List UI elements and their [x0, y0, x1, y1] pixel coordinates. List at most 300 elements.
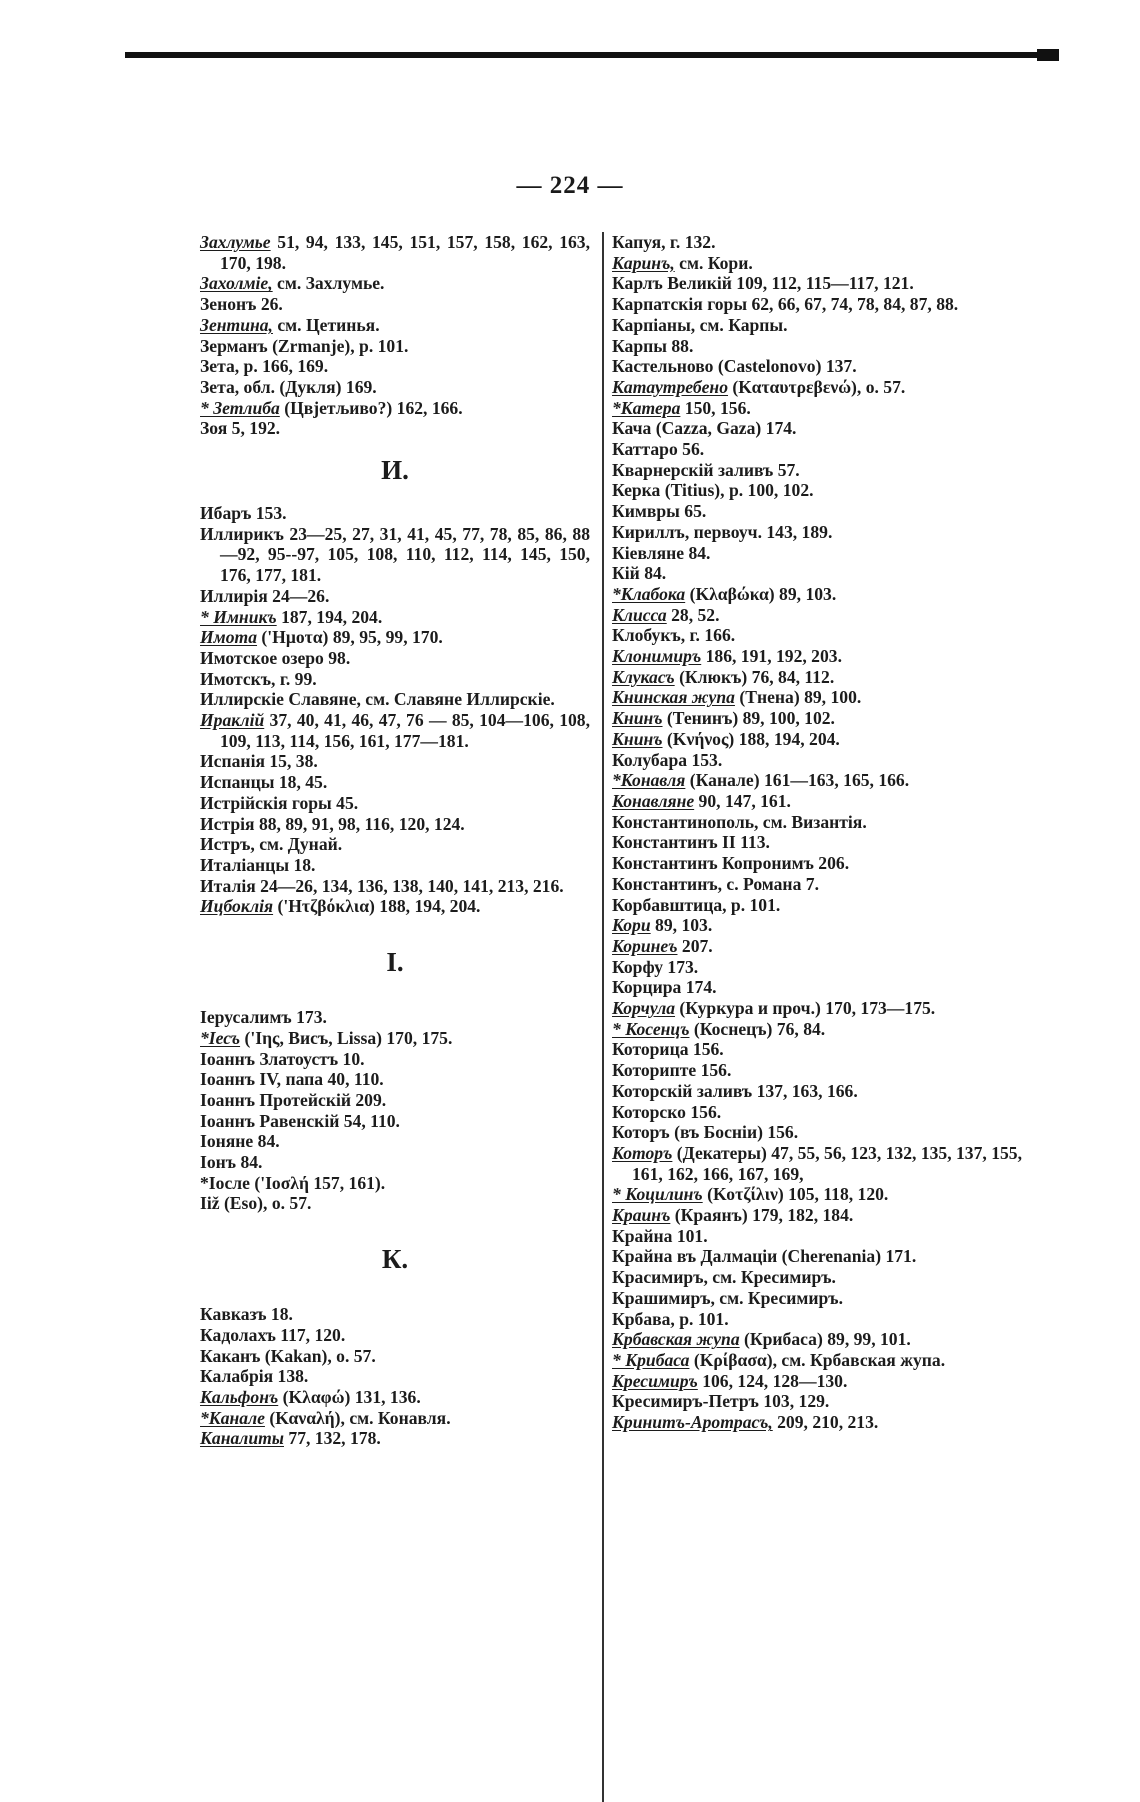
index-entry — [612, 998, 1022, 1019]
index-entry — [200, 524, 590, 586]
index-entry — [200, 669, 590, 690]
index-entry — [612, 812, 1022, 833]
index-references: 28, 52. — [666, 604, 720, 625]
index-entry — [612, 480, 1022, 501]
index-term: Іоняне — [200, 1131, 254, 1152]
index-term: *Катера — [612, 397, 681, 418]
index-entry — [612, 377, 1022, 398]
index-references: см. Дунай. — [254, 834, 343, 855]
index-term: *Іосле — [200, 1172, 250, 1193]
index-entry — [612, 501, 1022, 522]
index-term: *Конавля — [612, 770, 686, 791]
index-references: озеро 98. — [277, 647, 351, 668]
index-term: Ираклій — [200, 710, 265, 731]
index-term: Захолміе, — [200, 273, 273, 294]
index-term: Іонъ — [200, 1152, 237, 1173]
index-references: 88. — [666, 335, 694, 356]
index-term: Карпіаны, — [612, 314, 696, 335]
index-references: ('Ημοτα) 89, 95, 99, 170. — [257, 627, 443, 648]
index-references: (Castelonovo) 137. — [713, 356, 857, 377]
index-entry — [612, 1391, 1022, 1412]
index-references: см. Цетинья. — [272, 314, 380, 335]
index-entry — [200, 1304, 590, 1325]
index-entry — [200, 793, 590, 814]
index-term: Корцира — [612, 977, 682, 998]
index-term: Корчула — [612, 998, 676, 1019]
index-term: Иллирскіе — [200, 689, 284, 710]
index-entry — [200, 1428, 590, 1449]
index-term: Кій — [612, 563, 640, 584]
index-term: Корбавштица, — [612, 894, 727, 915]
index-entry — [612, 1184, 1022, 1205]
index-entry — [200, 648, 590, 669]
index-references: (Καναλή), см. Конавля. — [264, 1407, 451, 1428]
index-entry — [612, 1143, 1022, 1184]
index-column-left — [200, 232, 590, 1449]
index-entry — [612, 584, 1022, 605]
index-entry — [612, 936, 1022, 957]
index-term: Константинополь, — [612, 811, 759, 832]
index-entry — [612, 1309, 1022, 1330]
index-references: (Клюкъ) 76, 84, 112. — [674, 666, 835, 687]
index-term: Крбава, — [612, 1308, 675, 1329]
index-references: (Zrmanje), р. 101. — [267, 335, 409, 356]
index-term: Кадолахъ — [200, 1324, 276, 1345]
index-term: Кача — [612, 418, 652, 439]
index-term: Книнъ — [612, 708, 663, 729]
index-entry — [200, 772, 590, 793]
index-term: Ицбоклія — [200, 896, 274, 917]
index-entry — [200, 607, 590, 628]
index-term: * Коцилинъ — [612, 1184, 703, 1205]
index-term: * Имникъ — [200, 606, 277, 627]
index-references: 84. — [236, 1152, 263, 1173]
index-references: 24—26, 134, 136, 138, 140, 141, 213, 216. — [255, 875, 564, 896]
index-entry — [200, 503, 590, 524]
index-references: (Κνήνος) 188, 194, 204. — [662, 728, 840, 749]
index-references: 84. — [639, 563, 667, 584]
index-references: см. Кори. — [674, 252, 753, 273]
index-references: (Крибаса) 89, 99, 101. — [739, 1329, 911, 1350]
index-term: Іоаннъ — [200, 1048, 255, 1069]
index-entry — [612, 1288, 1022, 1309]
index-references: горы 62, 66, 67, 74, 78, 84, 87, 88. — [702, 294, 959, 315]
index-term: Испанцы — [200, 772, 275, 793]
index-term: Конавляне — [612, 790, 695, 811]
index-entry — [200, 710, 590, 751]
index-references: 187, 194, 204. — [276, 606, 383, 627]
index-term: *Іесъ — [200, 1027, 241, 1048]
index-entry — [612, 563, 1022, 584]
index-term: Которица — [612, 1039, 689, 1060]
index-entry — [612, 273, 1022, 294]
index-term: Константинъ, — [612, 873, 722, 894]
index-entry — [200, 336, 590, 357]
index-term: Истрійскія — [200, 792, 288, 813]
index-term: Іоаннъ — [200, 1069, 255, 1090]
index-references: 15, 38. — [264, 751, 318, 772]
index-references: горы 45. — [287, 792, 359, 813]
index-entry — [200, 1346, 590, 1367]
index-references: ('Ιης, Висъ, Lissa) 170, 175. — [240, 1027, 453, 1048]
index-term: Константинъ — [612, 853, 718, 874]
index-references: Протейскій 209. — [254, 1089, 387, 1110]
index-term: *Клабока — [612, 583, 686, 604]
index-entry — [612, 1329, 1022, 1350]
index-term: Италія — [200, 875, 256, 896]
index-term: Которъ — [612, 1142, 673, 1163]
index-entry — [612, 522, 1022, 543]
index-term: Катаутребено — [612, 376, 729, 397]
index-entry — [612, 1122, 1022, 1143]
index-term: Кириллъ, — [612, 521, 690, 542]
index-references: 18. — [266, 1304, 293, 1325]
index-entry — [612, 895, 1022, 916]
index-term: Клонимиръ — [612, 646, 702, 667]
index-entry — [200, 751, 590, 772]
index-entry — [200, 876, 590, 897]
index-term: Крайна — [612, 1225, 673, 1246]
index-term: Книнская жупа — [612, 687, 735, 708]
index-entry — [200, 1049, 590, 1070]
index-references: см. Византія. — [758, 811, 867, 832]
index-term: Константинъ — [612, 832, 718, 853]
index-references: (Cazza, Gaza) 174. — [651, 418, 797, 439]
index-references: с. Романа 7. — [722, 873, 819, 894]
index-entry — [612, 874, 1022, 895]
index-term: * Крибаса — [612, 1349, 690, 1370]
index-term: Зета, — [200, 376, 240, 397]
index-references: р. 101. — [674, 1308, 729, 1329]
index-references: 89, 103. — [650, 915, 713, 936]
index-entry — [612, 356, 1022, 377]
index-entry — [200, 855, 590, 876]
index-references: 156. — [696, 1060, 732, 1081]
index-references: 101. — [672, 1225, 708, 1246]
index-references: 37, 40, 41, 46, 47, 76 — 85, 104—106, 108, 109, 113, 114, 156, 161, 177—181. — [220, 710, 590, 751]
index-references: 186, 191, 192, 203. — [701, 646, 842, 667]
index-entry — [200, 1366, 590, 1387]
index-references: р. 166, 169. — [239, 356, 329, 377]
index-references: 173. — [291, 1007, 327, 1028]
index-entry — [612, 853, 1022, 874]
index-term: * Зетлиба — [200, 397, 280, 418]
index-entry — [612, 1039, 1022, 1060]
index-term: Зентина, — [200, 314, 273, 335]
index-entry — [200, 1028, 590, 1049]
index-references: 207. — [677, 935, 713, 956]
index-entry — [612, 315, 1022, 336]
index-term: Иллирикъ — [200, 523, 284, 544]
index-references: Равенскій 54, 110. — [254, 1110, 400, 1131]
index-entry — [612, 915, 1022, 936]
index-entry — [612, 398, 1022, 419]
index-entry — [200, 1090, 590, 1111]
column-divider — [602, 232, 604, 1802]
index-entry — [612, 605, 1022, 626]
index-entry — [200, 1069, 590, 1090]
index-entry — [200, 814, 590, 835]
index-references: (Κοτζίλιν) 105, 118, 120. — [702, 1184, 889, 1205]
index-term: Каканъ — [200, 1345, 261, 1366]
index-entry — [200, 273, 590, 294]
index-entry — [200, 1173, 590, 1194]
index-references: см. Захлумье. — [272, 273, 385, 294]
index-entry — [612, 418, 1022, 439]
index-entry — [200, 1152, 590, 1173]
index-entry — [612, 625, 1022, 646]
index-term: Клисса — [612, 604, 667, 625]
index-term: Краинъ — [612, 1205, 671, 1226]
section-letter: К. — [381, 1244, 409, 1275]
index-references: 77, 132, 178. — [284, 1428, 381, 1449]
index-references: (Κρίβασα), см. Крбавская жупа. — [689, 1349, 946, 1370]
index-entry — [200, 1408, 590, 1429]
index-references: ('Ιοσλή 157, 161). — [249, 1172, 386, 1193]
index-term: Которипте — [612, 1060, 697, 1081]
index-term: Имота — [200, 627, 258, 648]
index-term: Кресимиръ — [612, 1370, 698, 1391]
index-term: Имотское — [200, 647, 278, 668]
index-entry — [200, 896, 590, 917]
index-references: заливъ 137, 163, 166. — [692, 1080, 858, 1101]
index-term: Iiž — [200, 1193, 220, 1214]
index-entry — [612, 646, 1022, 667]
index-entry — [612, 832, 1022, 853]
index-references: 103, 129. — [758, 1391, 830, 1412]
index-entry — [612, 957, 1022, 978]
index-references: 117, 120. — [275, 1324, 346, 1345]
index-references: (Titius), р. 100, 102. — [660, 480, 814, 501]
index-references: (Κλαφώ) 131, 136. — [278, 1386, 421, 1407]
index-references: 84. — [684, 542, 711, 563]
index-term: Каналиты — [200, 1428, 284, 1449]
index-term: Клукасъ — [612, 666, 675, 687]
index-term: Іоаннъ — [200, 1089, 255, 1110]
index-entry — [200, 1131, 590, 1152]
index-entry — [612, 708, 1022, 729]
index-references: 173. — [663, 956, 699, 977]
index-entry — [612, 1205, 1022, 1226]
index-term: Керка — [612, 480, 661, 501]
section-letter: І. — [386, 947, 404, 978]
index-references: 51, 94, 133, 145, 151, 157, 158, 162, 163, 170, 198. — [220, 232, 590, 273]
index-entry — [612, 667, 1022, 688]
index-references: (Краянъ) 179, 182, 184. — [670, 1205, 854, 1226]
index-entry — [200, 232, 590, 273]
index-entry — [612, 1246, 1022, 1267]
index-references: 18, 45. — [274, 772, 328, 793]
index-term: Книнъ — [612, 728, 663, 749]
index-entry — [612, 977, 1022, 998]
index-entry — [200, 1325, 590, 1346]
index-term: * Косенцъ — [612, 1018, 690, 1039]
section-letter: И. — [381, 455, 409, 486]
index-term: Капуя, — [612, 232, 666, 252]
index-references: Златоустъ 10. — [254, 1048, 365, 1069]
index-entry — [200, 294, 590, 315]
index-references: г. 132. — [665, 232, 716, 252]
index-references: 153. — [687, 749, 723, 770]
index-references: Славяне, см. Славяне Иллирскіе. — [284, 689, 555, 710]
index-entry — [612, 1226, 1022, 1247]
index-term: Кори — [612, 915, 651, 936]
index-term: Кіевляне — [612, 542, 685, 563]
index-entry — [200, 627, 590, 648]
index-references: IV, папа 40, 110. — [254, 1069, 384, 1090]
index-entry — [200, 689, 590, 710]
index-entry — [612, 232, 1022, 253]
index-entry — [612, 791, 1022, 812]
index-references: 106, 124, 128—130. — [697, 1370, 848, 1391]
index-term: *Канале — [200, 1407, 265, 1428]
index-entry — [612, 1019, 1022, 1040]
index-references: 88, 89, 91, 98, 116, 120, 124. — [254, 813, 465, 834]
index-entry — [612, 770, 1022, 791]
index-term: Имотскъ, — [200, 668, 276, 689]
index-references: ('Ητζβόκλια) 188, 194, 204. — [273, 896, 481, 917]
index-references: (въ Босніи) 156. — [669, 1122, 799, 1143]
index-term: Истрія — [200, 813, 255, 834]
index-references: г. 166. — [685, 625, 736, 646]
index-term: Зоя — [200, 418, 228, 439]
index-entry — [612, 460, 1022, 481]
index-references: 26. — [256, 294, 283, 315]
index-references: 156. — [685, 1101, 722, 1122]
index-entry — [612, 253, 1022, 274]
index-term: Кастельново — [612, 356, 714, 377]
index-entry — [612, 750, 1022, 771]
index-entry — [200, 398, 590, 419]
index-entry — [612, 1102, 1022, 1123]
index-term: Которъ — [612, 1122, 670, 1143]
index-references: 90, 147, 161. — [694, 790, 791, 811]
index-term: Красимиръ, — [612, 1267, 708, 1288]
index-references: (Коснецъ) 76, 84. — [689, 1018, 826, 1039]
index-term: Каринъ, — [612, 252, 675, 273]
index-entry — [200, 586, 590, 607]
index-entry — [612, 1267, 1022, 1288]
index-term: Калабрія — [200, 1366, 274, 1387]
index-references: 56. — [677, 439, 705, 460]
index-term: Италіанцы — [200, 854, 290, 875]
index-entry — [612, 687, 1022, 708]
index-term: Клобукъ, — [612, 625, 686, 646]
index-term: Каттаро — [612, 439, 678, 460]
index-entry — [200, 315, 590, 336]
index-entry — [612, 1081, 1022, 1102]
index-references: (Куркура и проч.) 170, 173—175. — [675, 998, 936, 1019]
index-entry — [200, 1193, 590, 1214]
index-references: (Цвјетљиво?) 162, 166. — [279, 397, 463, 418]
index-term: Крайна — [612, 1246, 673, 1267]
index-references: (Κλαβώκα) 89, 103. — [685, 583, 837, 604]
index-references: 18. — [289, 854, 316, 875]
index-term: Кимвры — [612, 501, 680, 522]
index-references: (Καταυτρεβενώ), о. 57. — [728, 376, 906, 397]
index-entry — [612, 729, 1022, 750]
index-references: 156. — [688, 1039, 724, 1060]
index-term: Истръ, — [200, 834, 255, 855]
index-references: 65. — [679, 501, 707, 522]
index-entry — [200, 1007, 590, 1028]
index-references: (Eso), о. 57. — [219, 1193, 312, 1214]
index-term: Иллирія — [200, 585, 268, 606]
index-entry — [200, 356, 590, 377]
index-term: Кринитъ-Аротрасъ, — [612, 1412, 773, 1433]
index-term: Которско — [612, 1101, 686, 1122]
index-entry — [612, 439, 1022, 460]
index-entry — [612, 1371, 1022, 1392]
index-term: Зенонъ — [200, 294, 257, 315]
index-references: Великій 109, 112, 115—117, 121. — [662, 273, 914, 294]
index-term: Крбавская жупа — [612, 1329, 740, 1350]
index-term: Іоаннъ — [200, 1110, 255, 1131]
index-term: Кавказъ — [200, 1304, 267, 1325]
index-term: Зета, — [200, 356, 240, 377]
top-rule — [125, 52, 1055, 58]
index-term: Кварнерскій — [612, 459, 714, 480]
index-term: Зерманъ — [200, 335, 268, 356]
index-references: 174. — [681, 977, 717, 998]
index-entry — [200, 377, 590, 398]
index-references: 23—25, 27, 31, 41, 45, 77, 78, 85, 86, 88—92, 95--97, 105, 108, 110, 112, 114, 145, 150, 176, 177, 181. — [220, 523, 590, 586]
page-number: — 224 — — [516, 172, 624, 199]
index-references: Копронимъ 206. — [717, 853, 850, 874]
index-entry — [612, 1060, 1022, 1081]
index-references: въ Далмаціи (Cherenania) 171. — [672, 1246, 917, 1267]
index-term: Іерусалимъ — [200, 1007, 292, 1028]
index-references: II 113. — [717, 832, 770, 853]
index-term: Ибаръ — [200, 503, 252, 524]
index-term: Карпатскія — [612, 294, 703, 315]
index-references: 150, 156. — [680, 397, 751, 418]
index-term: Коринеъ — [612, 935, 678, 956]
index-entry — [612, 294, 1022, 315]
index-term: Корфу — [612, 956, 663, 977]
index-references: 84. — [253, 1131, 280, 1152]
index-entry — [200, 1111, 590, 1132]
index-references: р. 101. — [726, 894, 781, 915]
index-references: заливъ 57. — [713, 459, 800, 480]
index-entry — [612, 1412, 1022, 1433]
index-references: (Kakan), о. 57. — [260, 1345, 376, 1366]
index-references: 138. — [273, 1366, 309, 1387]
index-entry — [200, 1387, 590, 1408]
index-term: Захлумье — [200, 232, 271, 252]
index-references: 24—26. — [267, 585, 330, 606]
index-entry — [612, 543, 1022, 564]
index-term: Испанія — [200, 751, 265, 772]
index-term: Кальфонъ — [200, 1386, 279, 1407]
index-references: (Тнена) 89, 100. — [734, 687, 862, 708]
index-references: см. Кресимиръ. — [707, 1267, 836, 1288]
index-column-right — [612, 232, 1022, 1433]
index-references: (Канале) 161—163, 165, 166. — [685, 770, 910, 791]
index-references: 153. — [251, 503, 287, 524]
index-entry — [612, 336, 1022, 357]
index-references: 209, 210, 213. — [772, 1412, 879, 1433]
index-term: Колубара — [612, 749, 688, 770]
index-entry — [200, 834, 590, 855]
index-references: см. Кресимиръ. — [714, 1287, 843, 1308]
index-references: первоуч. 143, 189. — [689, 521, 833, 542]
index-references: 5, 192. — [227, 418, 281, 439]
index-references: (Тенинъ) 89, 100, 102. — [662, 708, 835, 729]
index-entry — [200, 418, 590, 439]
index-term: Карлъ — [612, 273, 663, 294]
index-references: обл. (Дукля) 169. — [239, 376, 377, 397]
